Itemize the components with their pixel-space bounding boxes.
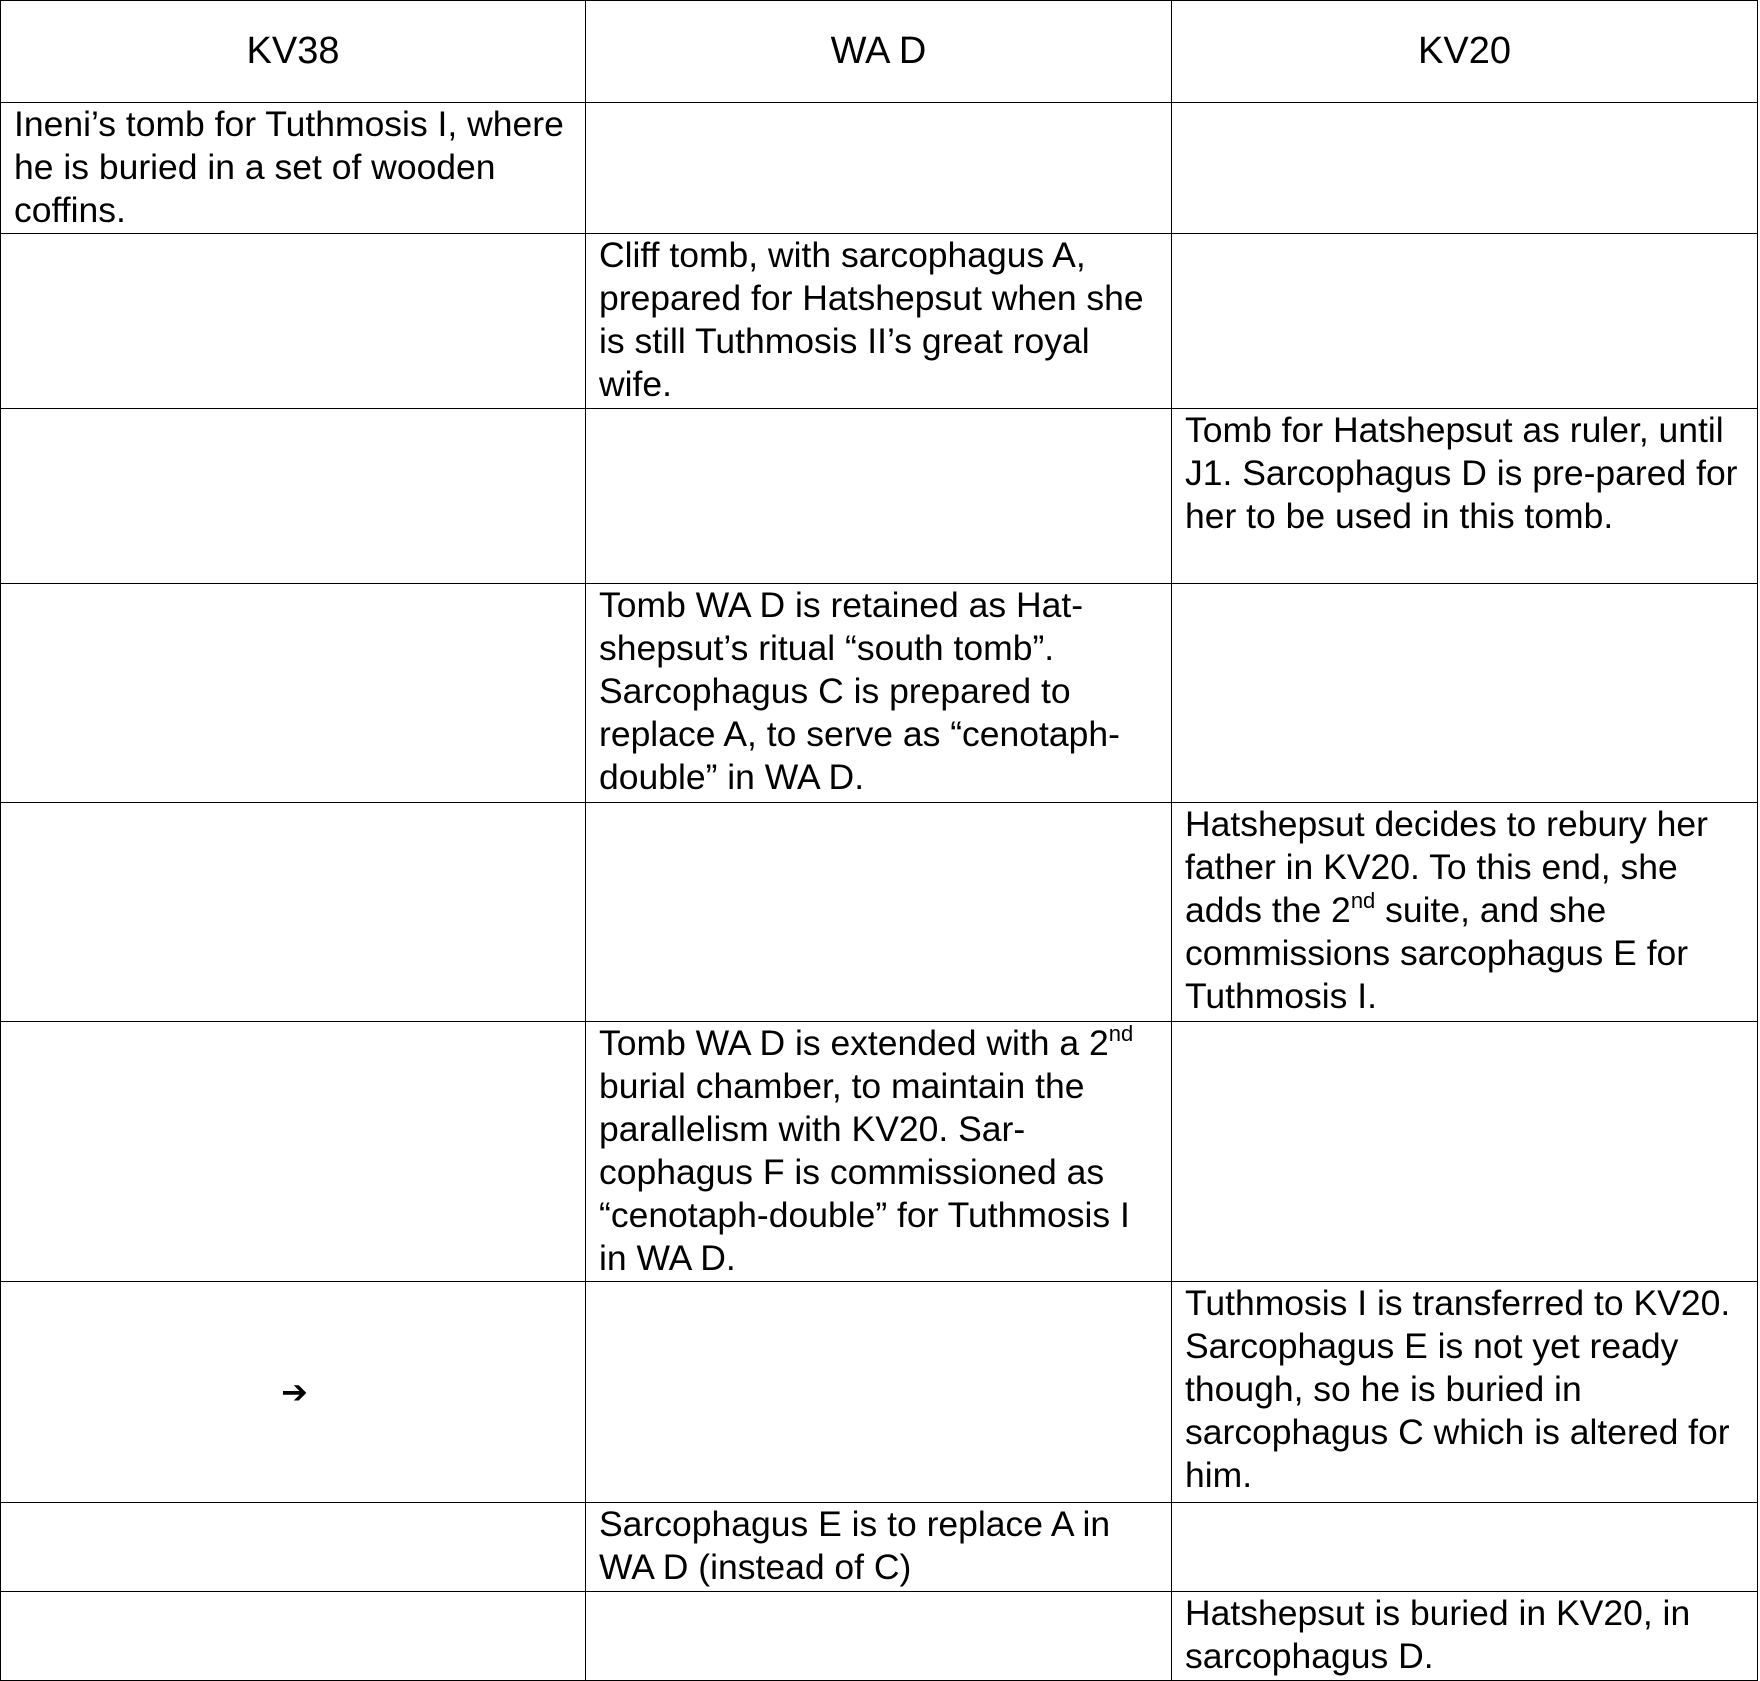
table-row bbox=[1, 803, 1758, 1022]
cell-kv38: Ineni’s tomb for Tuthmosis I, where he is buried in a set of wooden coffins. bbox=[1, 103, 586, 234]
cell-kv20 bbox=[1172, 584, 1758, 803]
table-row bbox=[1, 1282, 1758, 1503]
cell-kv20 bbox=[1172, 1022, 1758, 1282]
cell-kv20 bbox=[1172, 803, 1758, 1022]
cell-kv20: Tuthmosis I is transferred to KV20. Sarcophagus E is not yet ready though, so he is buried in sarcophagus C which is altered for him. bbox=[1172, 1282, 1758, 1503]
superscript: nd bbox=[1108, 1021, 1134, 1046]
cell-wa-d: Sarcophagus E is to replace A in WA D (instead of C) bbox=[586, 1503, 1172, 1592]
cell-text: burial chamber, to maintain the parallelism with KV20. Sar-cophagus F is commissioned as “cenotaph-double” for Tuthmosis I in WA D. bbox=[599, 1066, 1130, 1278]
table-row bbox=[1, 1592, 1758, 1681]
cell-kv38 bbox=[1, 1503, 586, 1592]
cell-kv38 bbox=[1, 409, 586, 584]
column-header-kv38: KV38 bbox=[1, 1, 586, 103]
cell-text: Hatshepsut decides to rebury her father in KV20. To this end, she adds the 2 bbox=[1185, 804, 1708, 930]
cell-wa-d bbox=[586, 1282, 1172, 1503]
cell-kv38 bbox=[1, 1022, 586, 1282]
table-row bbox=[1, 103, 1758, 234]
table-row bbox=[1, 1022, 1758, 1282]
table-row bbox=[1, 234, 1758, 409]
table-row bbox=[1, 584, 1758, 803]
cell-kv38 bbox=[1, 234, 586, 409]
arrow-right-icon: ➔ bbox=[1, 1282, 586, 1503]
cell-wa-d: Tomb WA D is retained as Hat-shepsut’s ritual “south tomb”. Sarcophagus C is prepared to replace A, to serve as “cenotaph-double” in WA D. bbox=[586, 584, 1172, 803]
cell-kv20 bbox=[1172, 234, 1758, 409]
cell-wa-d bbox=[586, 803, 1172, 1022]
cell-wa-d bbox=[586, 1592, 1172, 1681]
column-header-kv20: KV20 bbox=[1172, 1, 1758, 103]
cell-kv38 bbox=[1, 1592, 586, 1681]
cell-wa-d: Cliff tomb, with sarcophagus A, prepared for Hatshepsut when she is still Tuthmosis II’s great royal wife. bbox=[586, 234, 1172, 409]
cell-text: suite, and she commissions sarcophagus E for Tuthmosis I. bbox=[1185, 890, 1689, 1016]
cell-wa-d bbox=[586, 409, 1172, 584]
cell-wa-d bbox=[586, 103, 1172, 234]
table-row bbox=[1, 1503, 1758, 1592]
cell-kv38 bbox=[1, 584, 586, 803]
cell-kv20: Hatshepsut is buried in KV20, in sarcophagus D. bbox=[1172, 1592, 1758, 1681]
header-row bbox=[1, 1, 1758, 103]
cell-wa-d bbox=[586, 1022, 1172, 1282]
superscript: nd bbox=[1350, 888, 1376, 913]
cell-kv20 bbox=[1172, 103, 1758, 234]
cell-kv38 bbox=[1, 803, 586, 1022]
cell-text: Tomb WA D is extended with a 2 bbox=[599, 1023, 1109, 1063]
table-row bbox=[1, 409, 1758, 584]
cell-kv20 bbox=[1172, 1503, 1758, 1592]
cell-kv20: Tomb for Hatshepsut as ruler, until J1. Sarcophagus D is pre-pared for her to be used in this tomb. bbox=[1172, 409, 1758, 584]
column-header-wa-d: WA D bbox=[586, 1, 1172, 103]
